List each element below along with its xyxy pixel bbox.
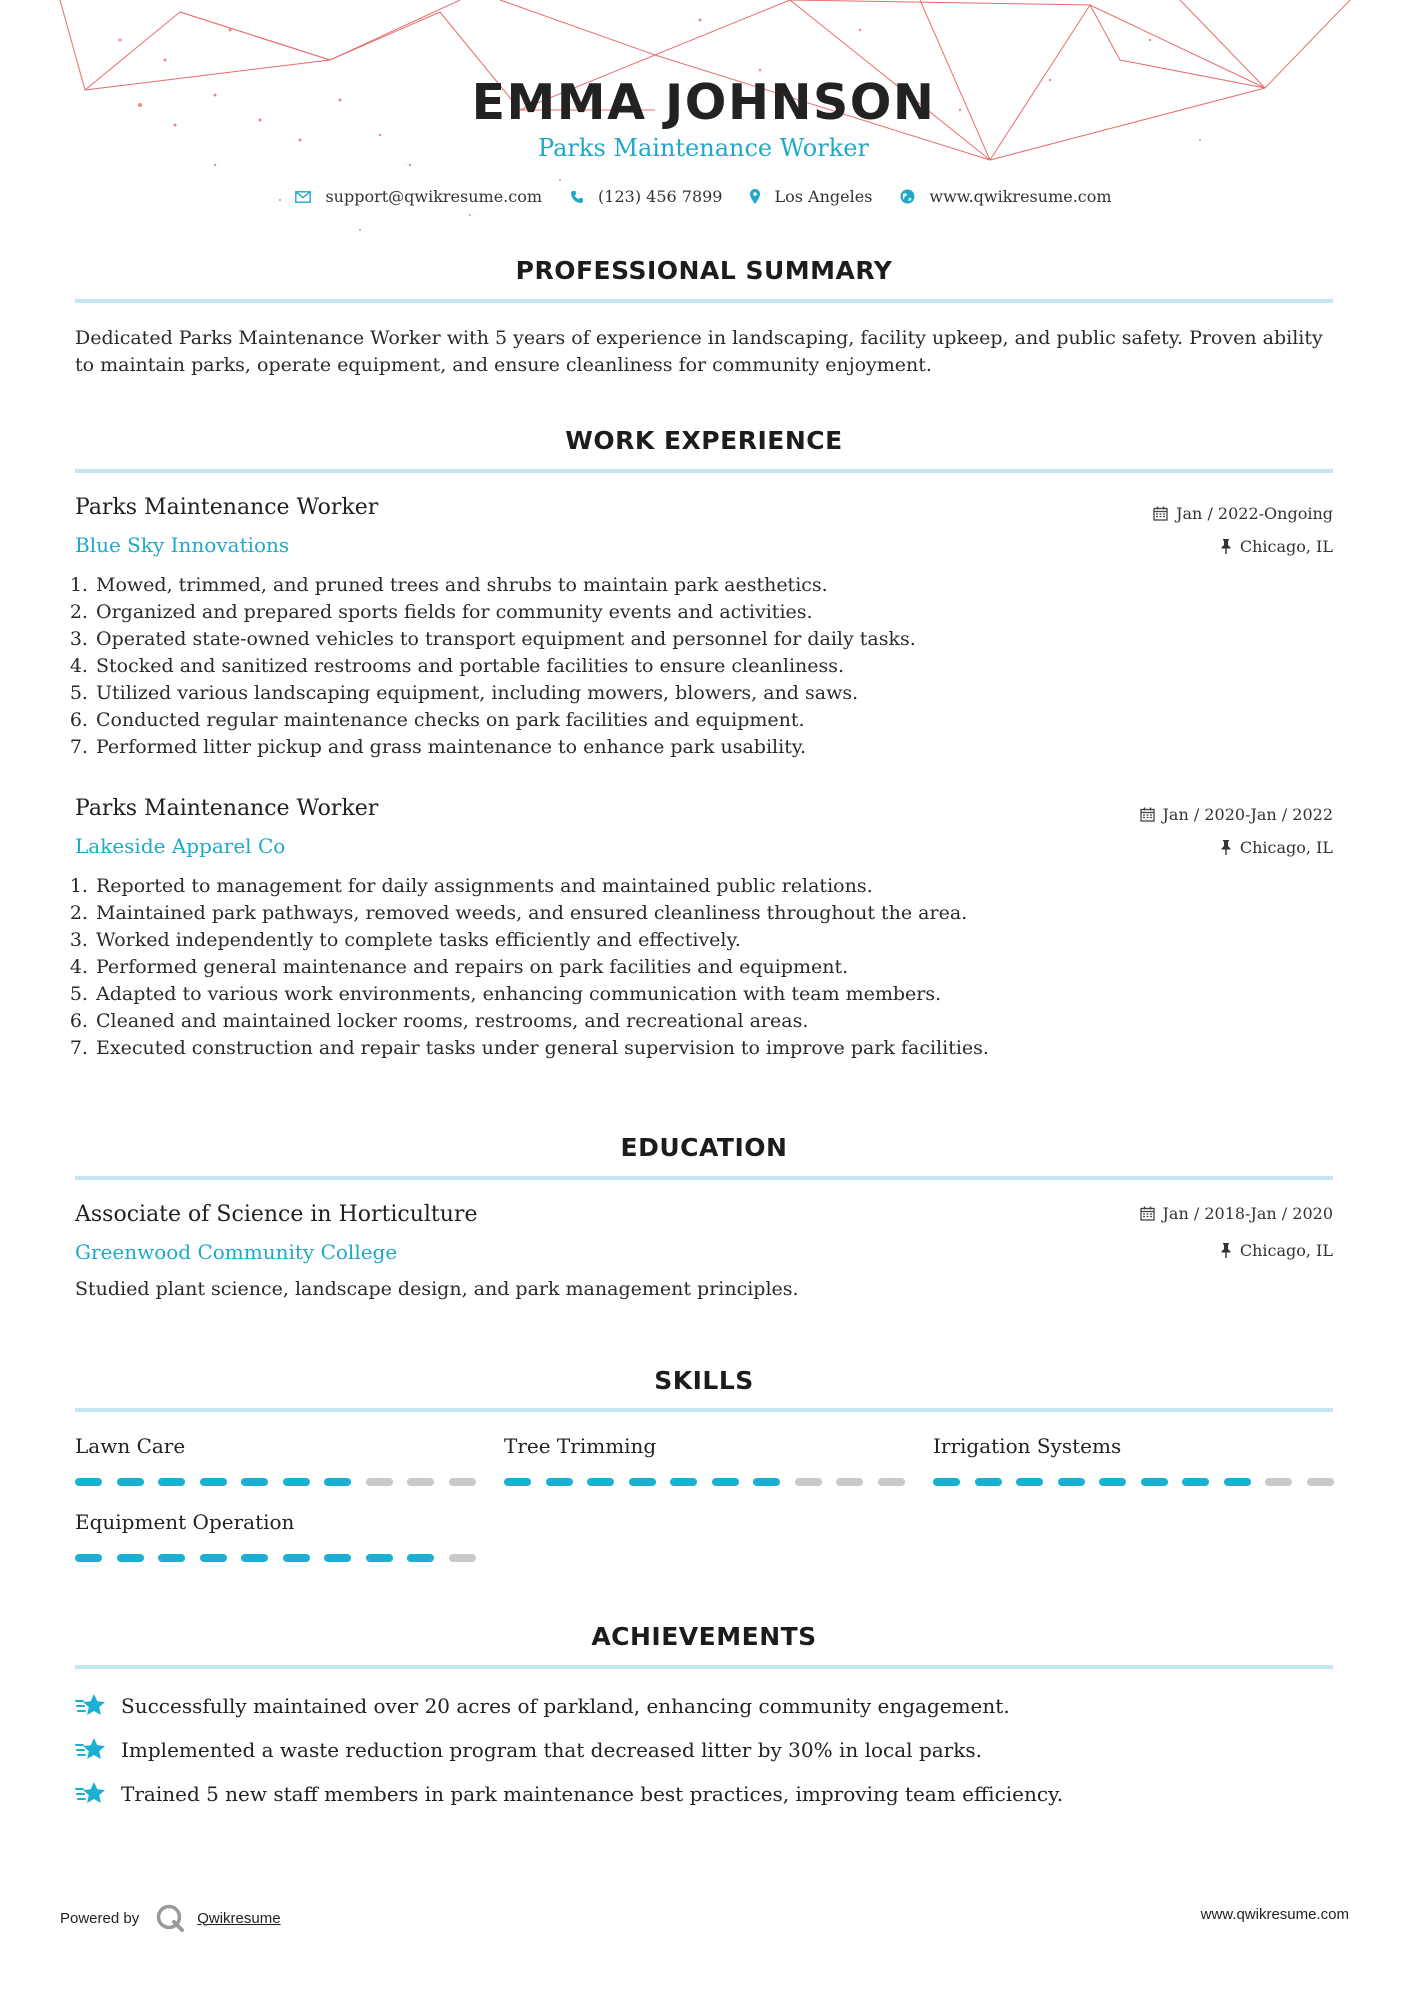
skill-dash — [753, 1478, 780, 1486]
skill-dash — [1182, 1478, 1209, 1486]
contact-website[interactable] — [900, 187, 1111, 206]
skills-heading: SKILLS — [654, 1366, 754, 1395]
star-icon — [75, 1780, 107, 1808]
company-name: Lakeside Apparel Co — [75, 834, 286, 858]
skill-dash — [75, 1554, 102, 1562]
skill-item — [75, 1510, 490, 1562]
skill-dash — [158, 1554, 185, 1562]
contact-email[interactable] — [295, 187, 542, 206]
list-item: 3. Operated state-owned vehicles to transport equipment and personnel for daily tasks. — [94, 626, 1294, 653]
skill-dash — [1016, 1478, 1043, 1486]
skill-dash — [629, 1478, 656, 1486]
summary-heading: PROFESSIONAL SUMMARY — [515, 256, 893, 285]
map-pin-icon — [750, 189, 760, 204]
skill-dash — [117, 1554, 144, 1562]
degree-title: Associate of Science in Horticulture — [75, 1202, 478, 1227]
skill-label: Equipment Operation — [75, 1510, 295, 1534]
skill-item — [504, 1434, 919, 1486]
calendar-icon — [1140, 1206, 1155, 1221]
list-item: 3. Worked independently to complete tasks efficiently and effectively. — [94, 927, 1294, 954]
pushpin-icon — [1220, 539, 1232, 554]
skill-dash — [407, 1554, 434, 1562]
job-dates-text: Jan / 2022-Ongoing — [1176, 504, 1333, 523]
contact-phone[interactable] — [570, 187, 722, 206]
education-dates — [1140, 1204, 1333, 1223]
skill-dash — [1307, 1478, 1334, 1486]
skill-dash — [366, 1478, 393, 1486]
skill-meter — [933, 1478, 1348, 1486]
skill-dash — [1141, 1478, 1168, 1486]
skill-dash — [158, 1478, 185, 1486]
list-item: 6. Cleaned and maintained locker rooms, restrooms, and recreational areas. — [94, 1008, 1294, 1035]
job-location-text: Chicago, IL — [1239, 838, 1333, 857]
skill-dash — [241, 1478, 268, 1486]
job-title: Parks Maintenance Worker — [75, 495, 379, 520]
skill-dash — [836, 1478, 863, 1486]
summary-text: Dedicated Parks Maintenance Worker with 5 years of experience in landscaping, facility upkeep, and public safety. Proven ability to maintain parks, operate equipment, and ensure cleanliness for community enjoyment. — [75, 327, 1323, 376]
skill-label: Lawn Care — [75, 1434, 186, 1458]
phone-icon — [570, 190, 584, 204]
skill-dash — [283, 1478, 310, 1486]
achievement-item — [75, 1780, 1063, 1808]
list-item: 5. Utilized various landscaping equipment, including mowers, blowers, and saws. — [94, 680, 1294, 707]
achievement-text: Trained 5 new staff members in park maintenance best practices, improving team efficiency. — [121, 1782, 1064, 1806]
list-item: 1. Reported to management for daily assignments and maintained public relations. — [94, 873, 1294, 900]
contact-location — [750, 187, 872, 206]
skill-dash — [1099, 1478, 1126, 1486]
job-location-text: Chicago, IL — [1239, 537, 1333, 556]
star-icon — [75, 1736, 107, 1764]
pushpin-icon — [1220, 840, 1232, 855]
skill-dash — [75, 1478, 102, 1486]
list-item: 4. Performed general maintenance and repairs on park facilities and equipment. — [94, 954, 1294, 981]
skill-dash — [1058, 1478, 1085, 1486]
calendar-icon — [1140, 807, 1155, 822]
achievement-text: Implemented a waste reduction program that decreased litter by 30% in local parks. — [121, 1738, 982, 1762]
phone-text: (123) 456 7899 — [598, 187, 723, 206]
calendar-icon — [1153, 506, 1168, 521]
skill-dash — [1224, 1478, 1251, 1486]
education-heading: EDUCATION — [620, 1133, 788, 1162]
job-dates-text: Jan / 2020-Jan / 2022 — [1162, 805, 1333, 824]
skill-dash — [324, 1554, 351, 1562]
skill-dash — [975, 1478, 1002, 1486]
list-item: 1. Mowed, trimmed, and pruned trees and shrubs to maintain park aesthetics. — [94, 572, 1294, 599]
skill-dash — [117, 1478, 144, 1486]
star-icon — [75, 1692, 107, 1720]
powered-by-label: Powered by — [60, 1909, 140, 1927]
skill-dash — [324, 1478, 351, 1486]
achievement-text: Successfully maintained over 20 acres of parkland, enhancing community engagement. — [121, 1694, 1010, 1718]
list-item: 5. Adapted to various work environments, enhancing communication with team members. — [94, 981, 1294, 1008]
skill-dash — [449, 1478, 476, 1486]
job-bullets — [70, 873, 1294, 1062]
list-item: 7. Performed litter pickup and grass maintenance to enhance park usability. — [94, 734, 1294, 761]
qwikresume-link[interactable]: Qwikresume — [197, 1909, 281, 1927]
footer-website[interactable]: www.qwikresume.com — [1200, 1906, 1349, 1923]
skill-meter — [75, 1554, 490, 1562]
skill-dash — [878, 1478, 905, 1486]
skill-dash — [712, 1478, 739, 1486]
job-location — [1220, 838, 1333, 857]
summary-divider — [75, 299, 1333, 303]
school-name: Greenwood Community College — [75, 1240, 398, 1264]
experience-heading: WORK EXPERIENCE — [565, 426, 843, 455]
list-item: 2. Maintained park pathways, removed weeds, and ensured cleanliness throughout the area. — [94, 900, 1294, 927]
education-location — [1220, 1241, 1333, 1260]
qwikresume-logo-icon — [155, 1903, 185, 1933]
job-dates — [1140, 805, 1333, 824]
skill-item — [933, 1434, 1348, 1486]
skill-meter — [75, 1478, 490, 1486]
skill-dash — [200, 1478, 227, 1486]
skill-meter — [504, 1478, 919, 1486]
job-location — [1220, 537, 1333, 556]
education-divider — [75, 1176, 1333, 1180]
skills-divider — [75, 1408, 1333, 1412]
skill-dash — [933, 1478, 960, 1486]
skill-dash — [587, 1478, 614, 1486]
experience-divider — [75, 469, 1333, 473]
skill-dash — [546, 1478, 573, 1486]
pushpin-icon — [1220, 1243, 1232, 1258]
candidate-name: EMMA JOHNSON — [471, 74, 936, 131]
skill-dash — [1265, 1478, 1292, 1486]
achievements-heading: ACHIEVEMENTS — [591, 1622, 817, 1651]
globe-icon — [900, 189, 915, 204]
skill-dash — [504, 1478, 531, 1486]
skill-dash — [200, 1554, 227, 1562]
skill-dash — [670, 1478, 697, 1486]
list-item: 6. Conducted regular maintenance checks on park facilities and equipment. — [94, 707, 1294, 734]
skill-label: Irrigation Systems — [933, 1434, 1122, 1458]
skill-dash — [241, 1554, 268, 1562]
job-bullets — [70, 572, 1294, 761]
email-text: support@qwikresume.com — [325, 187, 543, 206]
skill-dash — [795, 1478, 822, 1486]
achievements-divider — [75, 1665, 1333, 1669]
job-title: Parks Maintenance Worker — [75, 796, 379, 821]
website-text: www.qwikresume.com — [929, 187, 1112, 206]
candidate-title: Parks Maintenance Worker — [538, 134, 869, 162]
skill-dash — [449, 1554, 476, 1562]
list-item: 4. Stocked and sanitized restrooms and portable facilities to ensure cleanliness. — [94, 653, 1294, 680]
contact-bar — [0, 187, 1407, 206]
education-description: Studied plant science, landscape design, and park management principles. — [75, 1278, 799, 1300]
company-name: Blue Sky Innovations — [75, 533, 290, 557]
location-text: Los Angeles — [774, 187, 873, 206]
skill-dash — [407, 1478, 434, 1486]
education-dates-text: Jan / 2018-Jan / 2020 — [1162, 1204, 1333, 1223]
skill-item — [75, 1434, 490, 1486]
education-location-text: Chicago, IL — [1239, 1241, 1333, 1260]
envelope-icon — [295, 191, 311, 203]
achievement-item — [75, 1736, 982, 1764]
skill-dash — [366, 1554, 393, 1562]
skill-label: Tree Trimming — [504, 1434, 657, 1458]
job-dates — [1153, 504, 1333, 523]
footer-powered-by — [60, 1903, 281, 1933]
skill-dash — [283, 1554, 310, 1562]
achievement-item — [75, 1692, 1010, 1720]
list-item: 7. Executed construction and repair tasks under general supervision to improve park facilities. — [94, 1035, 1294, 1062]
list-item: 2. Organized and prepared sports fields for community events and activities. — [94, 599, 1294, 626]
